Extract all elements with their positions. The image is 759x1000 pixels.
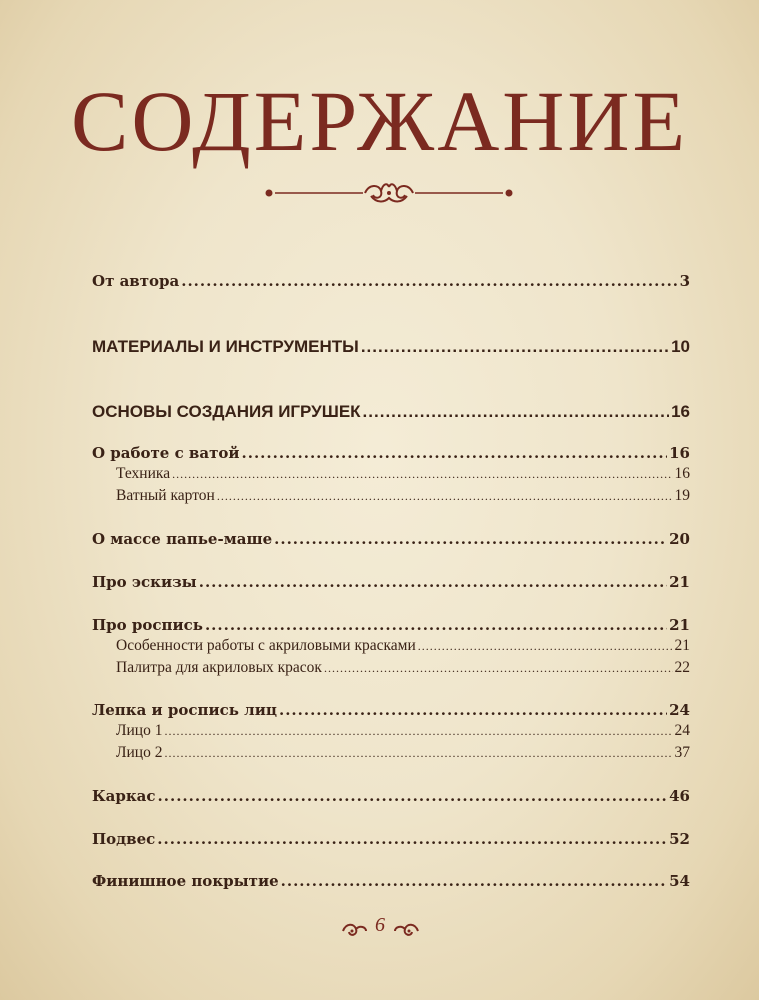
toc-entry-title: Подвес [92, 830, 156, 848]
toc-page-number: 19 [674, 487, 690, 504]
toc-page-number: 16 [671, 402, 690, 421]
toc-entry-title: Ватный картон [116, 487, 215, 504]
toc-row-chapter [92, 272, 690, 290]
ornament-divider-icon [259, 178, 519, 208]
dot-leader [199, 573, 667, 591]
toc-row-chapter [92, 616, 690, 634]
toc-entry-title: Лицо 2 [116, 744, 163, 761]
toc-entry-title: От автора [92, 272, 180, 290]
toc-page-number: 54 [669, 872, 690, 890]
dot-leader [158, 787, 668, 805]
toc-entry-title: Палитра для акриловых красок [116, 659, 322, 676]
toc-row-chapter [92, 701, 690, 719]
toc-entry-title: О работе с ватой [92, 444, 240, 462]
dot-leader [164, 724, 672, 739]
toc-entry-title: ОСНОВЫ СОЗДАНИЯ ИГРУШЕК [92, 402, 361, 421]
toc-row-chapter [92, 530, 690, 548]
toc-row-part [92, 337, 690, 357]
toc-page-number: 20 [669, 530, 690, 548]
toc-page-number: 24 [674, 722, 690, 739]
toc-entry-title: Техника [116, 465, 171, 482]
page-title: СОДЕРЖАНИЕ [70, 73, 689, 169]
dot-leader [418, 639, 673, 654]
toc-page-number: 21 [674, 637, 690, 654]
toc-row-section [92, 465, 690, 483]
dot-leader [279, 701, 667, 719]
toc-page-number: 21 [669, 573, 690, 591]
toc-row-chapter [92, 830, 690, 848]
toc-page-number: 16 [669, 444, 690, 462]
toc-row-section [92, 487, 690, 505]
dot-leader [217, 489, 673, 504]
toc-page-number: 52 [669, 830, 690, 848]
toc-page-number: 3 [679, 272, 690, 290]
toc-entry-title: Особенности работы с акриловыми красками [116, 637, 416, 654]
toc-entry-title: Лепка и роспись лиц [92, 701, 277, 719]
dot-leader [274, 530, 667, 548]
dot-leader [205, 616, 667, 634]
dot-leader [242, 444, 668, 462]
toc-page-number: 10 [671, 337, 690, 356]
dot-leader [172, 467, 672, 482]
toc-entry-title: МАТЕРИАЛЫ И ИНСТРУМЕНТЫ [92, 337, 359, 356]
dot-leader [361, 337, 669, 357]
toc-page-number: 22 [674, 659, 690, 676]
dot-leader [363, 402, 670, 422]
dot-leader [164, 746, 672, 761]
toc-row-chapter [92, 787, 690, 805]
toc-row-section [92, 637, 690, 655]
toc-entry-title: Про эскизы [92, 573, 197, 591]
dot-leader [157, 830, 667, 848]
toc-page-number: 24 [669, 701, 690, 719]
toc-row-chapter [92, 872, 690, 890]
dot-leader [324, 661, 673, 676]
toc-row-chapter [92, 444, 690, 462]
toc-entry-title: Финишное покрытие [92, 872, 279, 890]
toc-page-number: 37 [674, 744, 690, 761]
toc-row-part [92, 402, 690, 422]
toc-row-section [92, 722, 690, 740]
toc-row-section [92, 659, 690, 677]
toc-page-number: 21 [669, 616, 690, 634]
toc-entry-title: Каркас [92, 787, 156, 805]
toc-entry-title: Про роспись [92, 616, 203, 634]
toc-entry-title: Лицо 1 [116, 722, 163, 739]
dot-leader [181, 272, 677, 290]
toc-row-chapter [92, 573, 690, 591]
toc-page-number: 16 [674, 465, 690, 482]
dot-leader [281, 872, 667, 890]
toc-row-section [92, 744, 690, 762]
toc-entry-title: О массе папье-маше [92, 530, 273, 548]
toc-page-number: 46 [669, 787, 690, 805]
page-number: 6 [375, 914, 385, 936]
